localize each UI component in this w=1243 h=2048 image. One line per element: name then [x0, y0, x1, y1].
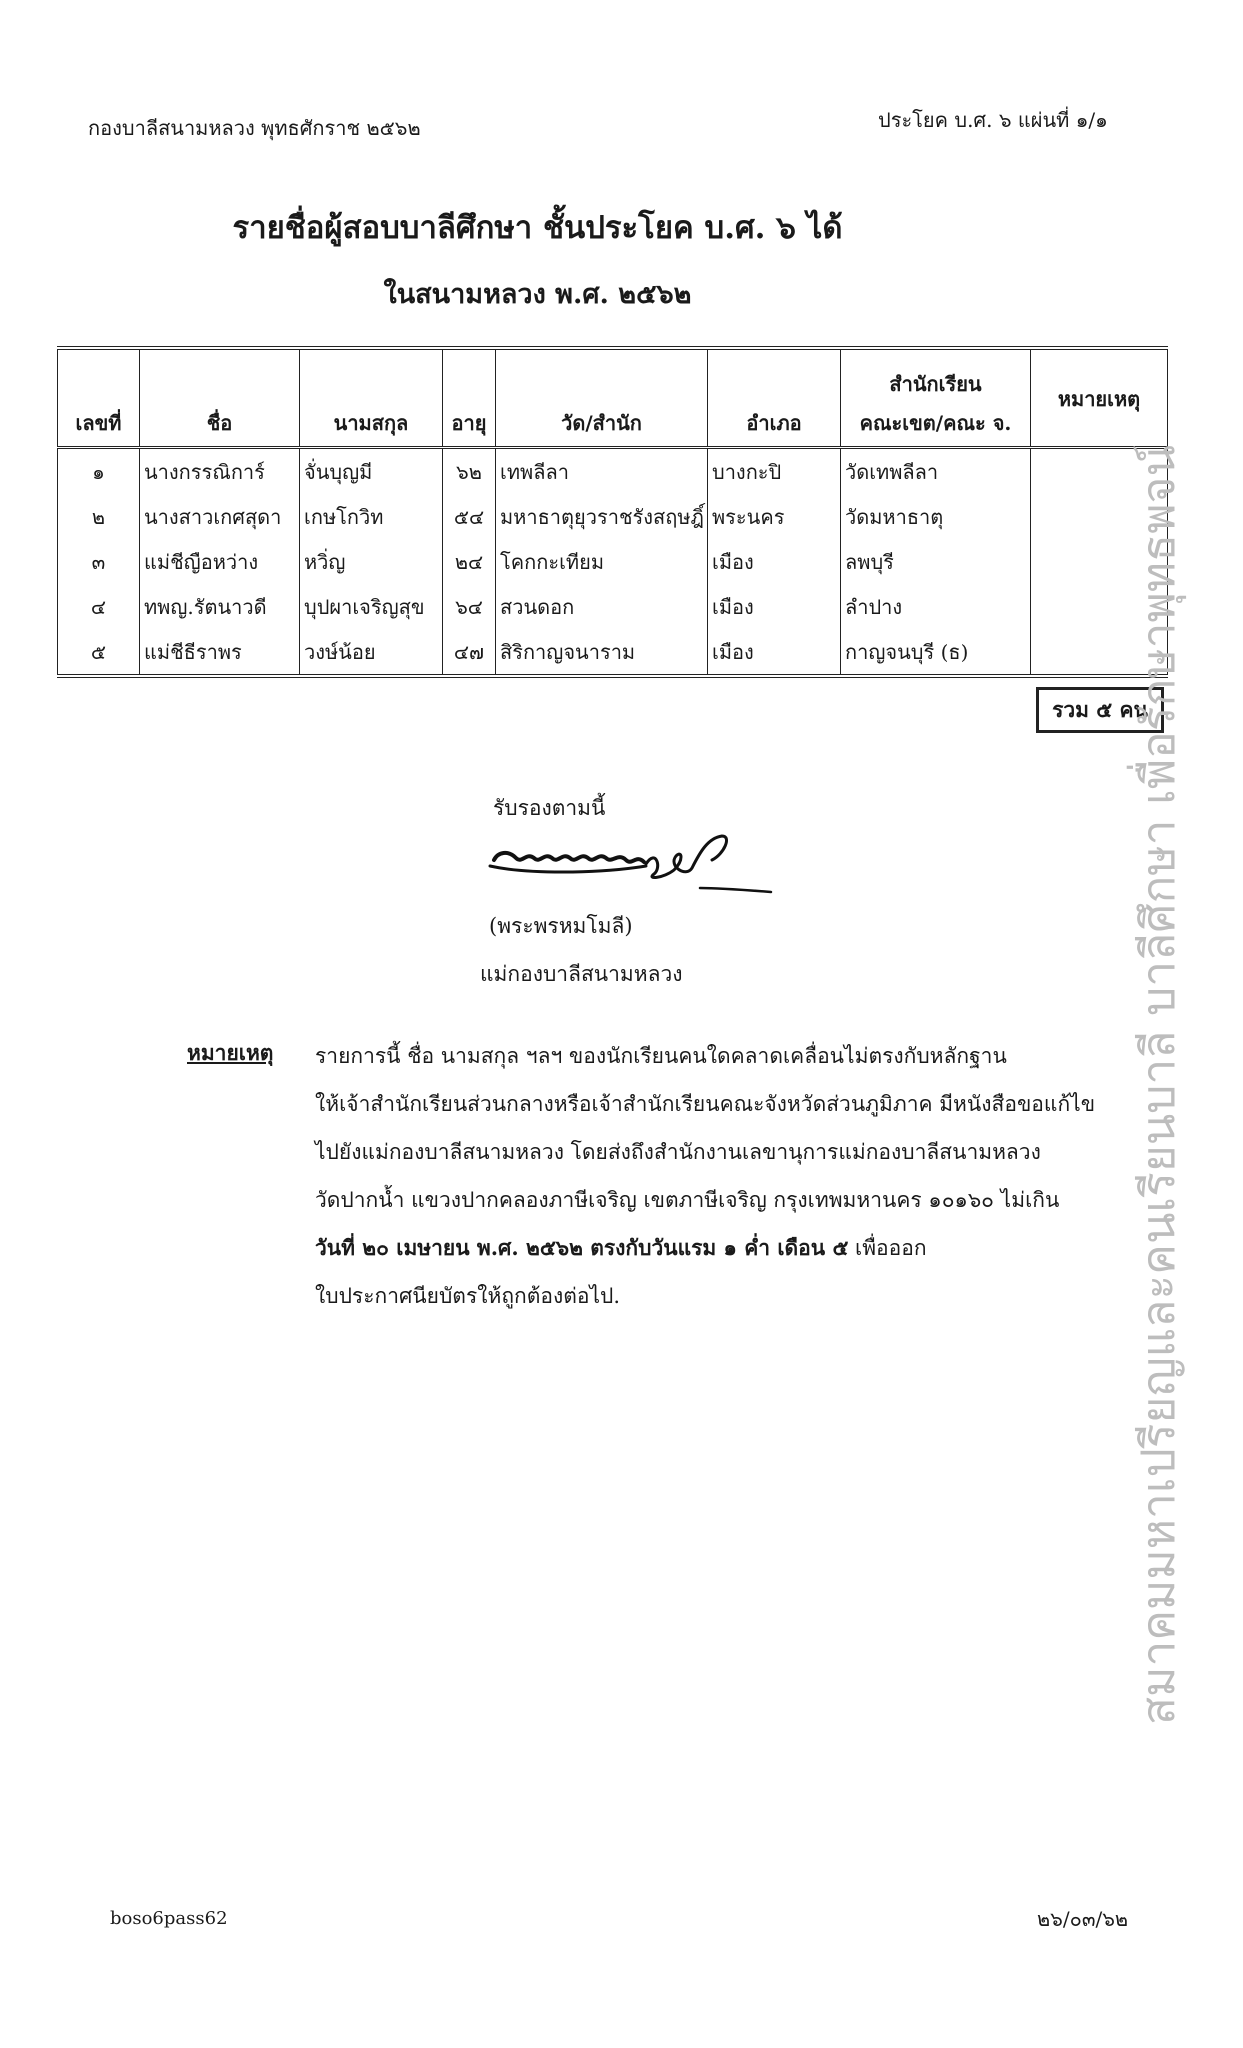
row-number: ๔	[58, 584, 140, 629]
header-name: ชื่อ	[140, 400, 300, 448]
header-district: อำเภอ	[708, 400, 841, 448]
header-right-text: ประโยค บ.ศ. ๖ แผ่นที่ ๑/๑	[878, 108, 1108, 132]
header-school-bottom: คณะเขต/คณะ จ.	[841, 400, 1031, 448]
document-title: รายชื่อผู้สอบบาลีศึกษา ชั้นประโยค บ.ศ. ๖ ได้	[232, 210, 843, 246]
row-school: วัดเทพลีลา	[841, 448, 1031, 495]
row-temple: โคกกะเทียม	[496, 539, 708, 584]
row-school: ลำปาง	[841, 584, 1031, 629]
results-table	[57, 346, 1168, 678]
row-number: ๒	[58, 494, 140, 539]
row-surname: เกษโกวิท	[300, 494, 443, 539]
row-surname: บุปผาเจริญสุข	[300, 584, 443, 629]
certification-text: รับรองตามนี้	[493, 796, 606, 820]
total-count-text: รวม ๕ คน	[1052, 696, 1148, 722]
table-row	[58, 539, 1168, 584]
row-number: ๓	[58, 539, 140, 584]
signature-image	[486, 830, 776, 900]
header-surname: นามสกุล	[300, 400, 443, 448]
row-school: วัดมหาธาตุ	[841, 494, 1031, 539]
document-subtitle: ในสนามหลวง พ.ศ. ๒๕๖๒	[383, 279, 692, 310]
row-surname: จั่นบุญมี	[300, 448, 443, 495]
header-school-top: สำนักเรียน	[841, 348, 1031, 400]
row-temple: มหาธาตุยุวราชรังสฤษฎิ์	[496, 494, 708, 539]
row-district: เมือง	[708, 539, 841, 584]
row-district: เมือง	[708, 584, 841, 629]
row-temple: เทพลีลา	[496, 448, 708, 495]
header-remark: หมายเหตุ	[1031, 376, 1168, 424]
table-row	[58, 448, 1168, 495]
note-line: ใบประกาศนียบัตรให้ถูกต้องต่อไป.	[315, 1284, 621, 1308]
signer-name: (พระพรหมโมลี)	[489, 914, 633, 938]
footer-date: ๒๖/๐๓/๖๒	[1037, 1907, 1129, 1931]
row-temple: สิริกาญจนาราม	[496, 629, 708, 676]
row-district: บางกะปิ	[708, 448, 841, 495]
note-deadline-rest: เพื่อออก	[848, 1236, 927, 1260]
row-school: กาญจนบุรี (ธ)	[841, 629, 1031, 676]
note-label: หมายเหตุ	[187, 1040, 274, 1065]
table-row	[58, 629, 1168, 676]
row-name: แม่ชีธีราพร	[140, 629, 300, 676]
row-name: นางกรรณิการ์	[140, 448, 300, 495]
signer-title: แม่กองบาลีสนามหลวง	[480, 962, 683, 986]
row-age: ๖๔	[443, 584, 496, 629]
row-school: ลพบุรี	[841, 539, 1031, 584]
row-name: แม่ชีญือหว่าง	[140, 539, 300, 584]
note-line: ให้เจ้าสำนักเรียนส่วนกลางหรือเจ้าสำนักเรียนคณะจังหวัดส่วนภูมิภาค มีหนังสือขอแก้ไข	[315, 1092, 1096, 1116]
watermark-text: สมาคมมหาเปรียญและคนเรียนบาลี บาลีศึกษา เพื่อรักษาพุทธพจน์	[1131, 445, 1185, 1725]
header-left-text: กองบาลีสนามหลวง พุทธศักราช ๒๕๖๒	[88, 116, 421, 140]
table-row	[58, 584, 1168, 629]
row-name: ทพญ.รัตนาวดี	[140, 584, 300, 629]
row-surname: วงษ์น้อย	[300, 629, 443, 676]
header-age: อายุ	[443, 400, 496, 448]
note-deadline: วันที่ ๒๐ เมษายน พ.ศ. ๒๕๖๒ ตรงกับวันแรม ๑ ค่ำ เดือน ๕	[315, 1235, 849, 1260]
header-temple: วัด/สำนัก	[496, 400, 708, 448]
row-district: พระนคร	[708, 494, 841, 539]
row-age: ๖๒	[443, 448, 496, 495]
note-line	[315, 1224, 1095, 1272]
row-surname: หวิ่ญ	[300, 539, 443, 584]
row-number: ๑	[58, 448, 140, 495]
row-age: ๕๔	[443, 494, 496, 539]
row-district: เมือง	[708, 629, 841, 676]
row-temple: สวนดอก	[496, 584, 708, 629]
note-line: ไปยังแม่กองบาลีสนามหลวง โดยส่งถึงสำนักงานเลขานุการแม่กองบาลีสนามหลวง	[315, 1140, 1041, 1164]
footer-code: boso6pass62	[110, 1908, 228, 1929]
row-age: ๒๔	[443, 539, 496, 584]
row-number: ๕	[58, 629, 140, 676]
row-age: ๔๗	[443, 629, 496, 676]
note-line: วัดปากน้ำ แขวงปากคลองภาษีเจริญ เขตภาษีเจริญ กรุงเทพมหานคร ๑๐๑๖๐ ไม่เกิน	[315, 1188, 1060, 1212]
row-name: นางสาวเกศสุดา	[140, 494, 300, 539]
header-number: เลขที่	[58, 400, 140, 448]
note-line: รายการนี้ ชื่อ นามสกุล ฯลฯ ของนักเรียนคนใดคลาดเคลื่อนไม่ตรงกับหลักฐาน	[315, 1044, 1007, 1068]
table-row	[58, 494, 1168, 539]
note-body	[315, 1032, 1095, 1320]
